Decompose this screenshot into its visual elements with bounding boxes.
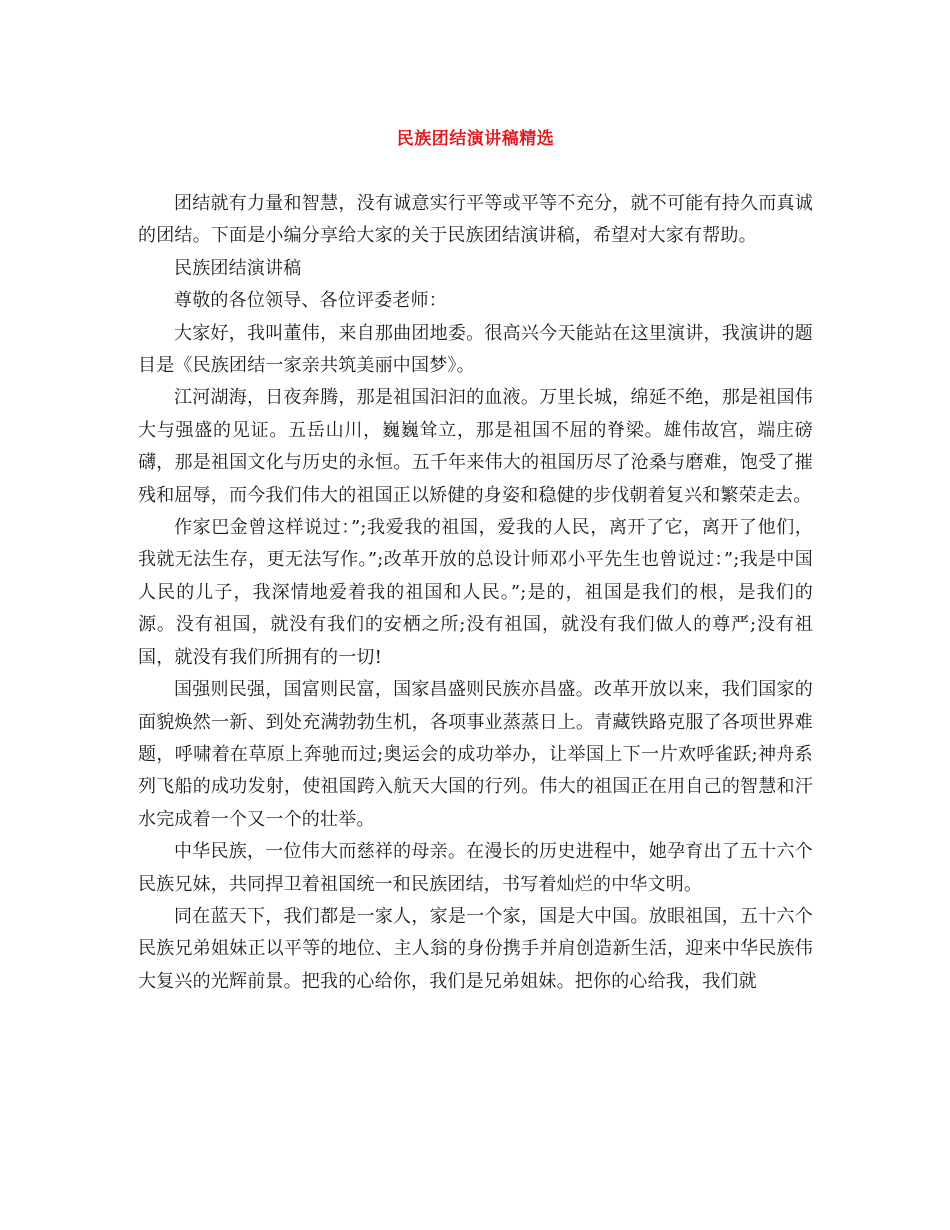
paragraph-salutation: 尊敬的各位领导、各位评委老师： xyxy=(174,290,447,312)
paragraph-one-family: 同在蓝天下，我们都是一家人，家是一个家，国是大中国。放眼祖国，五十六个民族兄弟姐妹正以平等的地位、主人翁的身份携手并肩创造新生活，迎来中华民族伟大复兴的光辉前景。把我的心给你，我们是兄弟姐妹。把你的心给我，我们就 xyxy=(138,905,813,992)
paragraph-subtitle: 民族团结演讲稿 xyxy=(174,257,302,279)
paragraph-quotes: 作家巴金曾这样说过：”;我爱我的祖国，爱我的人民，离开了它，离开了他们，我就无法生存，更无法写作。”;改革开放的总设计师邓小平先生也曾说过：”;我是中国人民的儿子，我深情地爱着我的祖国和人民。”;是的，祖国是我们的根，是我们的源。没有祖国，就没有我们的安栖之所;没有祖国，就没有我们做人的尊严;没有祖国，就没有我们所拥有的一切! xyxy=(138,517,813,668)
paragraph-nation-mother: 中华民族，一位伟大而慈祥的母亲。在漫长的历史进程中，她孕育出了五十六个民族兄妹，共同捍卫着祖国统一和民族团结，书写着灿烂的中华文明。 xyxy=(138,841,813,895)
paragraph-intro: 团结就有力量和智慧，没有诚意实行平等或平等不充分，就不可能有持久而真诚的团结。下面是小编分享给大家的关于民族团结演讲稿，希望对大家有帮助。 xyxy=(138,193,813,247)
paragraph-rivers: 江河湖海，日夜奔腾，那是祖国汩汩的血液。万里长城，绵延不绝，那是祖国伟大与强盛的见证。五岳山川，巍巍耸立，那是祖国不屈的脊梁。雄伟故宫，端庄磅礴，那是祖国文化与历史的永恒。五千年来伟大的祖国历尽了沧桑与磨难，饱受了摧残和屈辱，而今我们伟大的祖国正以矫健的身姿和稳健的步伐朝着复兴和繁荣走去。 xyxy=(138,387,813,506)
document-title: 民族团结演讲稿精选 xyxy=(396,129,555,149)
paragraph-prosperity: 国强则民强，国富则民富，国家昌盛则民族亦昌盛。改革开放以来，我们国家的面貌焕然一新、到处充满勃勃生机，各项事业蒸蒸日上。青藏铁路克服了各项世界难题，呼啸着在草原上奔驰而过;奥运会的成功举办，让举国上下一片欢呼雀跃;神舟系列飞船的成功发射，使祖国跨入航天大国的行列。伟大的祖国正在用自己的智慧和汗水完成着一个又一个的壮举。 xyxy=(138,679,813,830)
document-body xyxy=(138,188,813,998)
paragraph-greeting: 大家好，我叫董伟，来自那曲团地委。很高兴今天能站在这里演讲，我演讲的题目是《民族团结一家亲共筑美丽中国梦》。 xyxy=(138,322,813,377)
